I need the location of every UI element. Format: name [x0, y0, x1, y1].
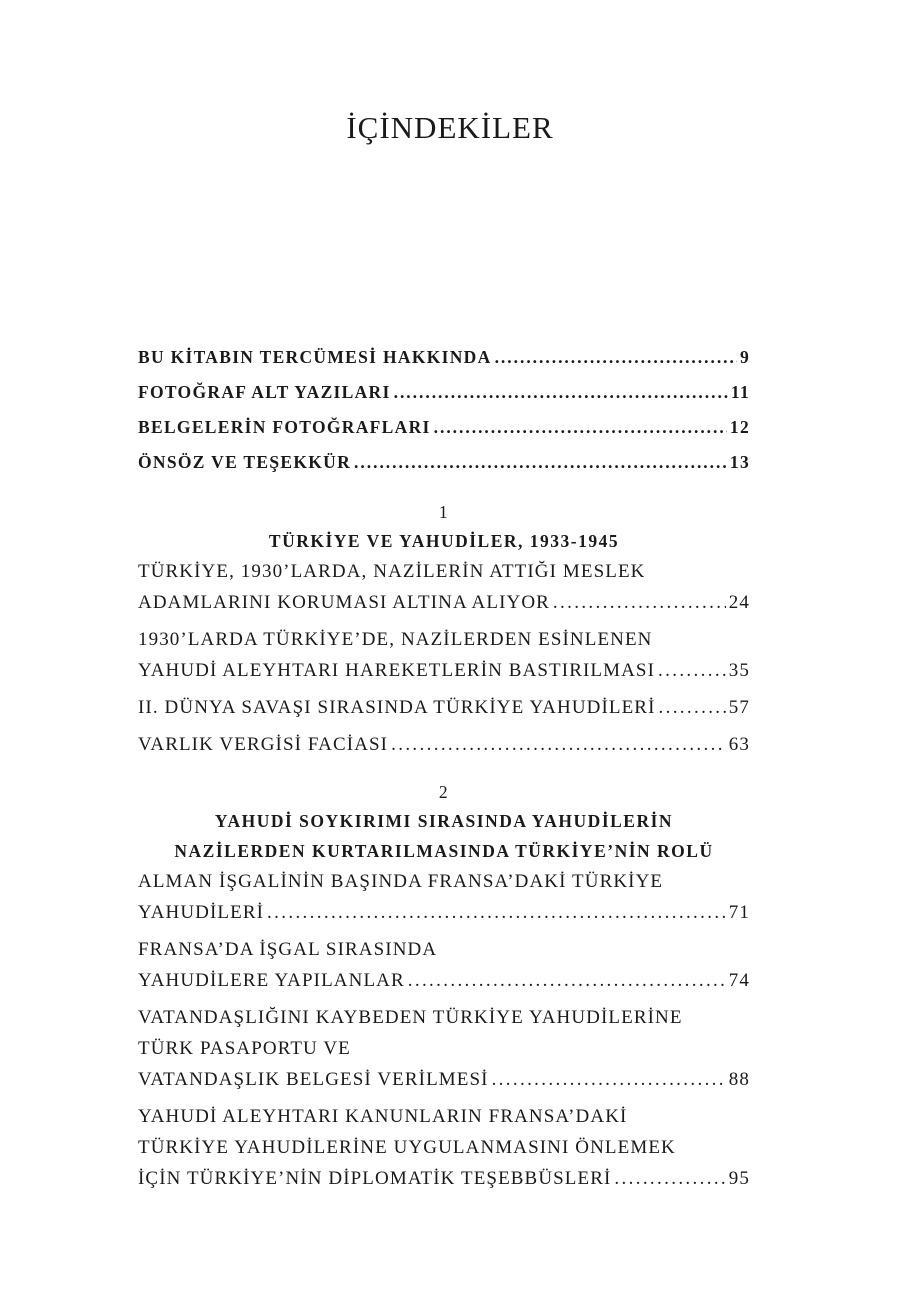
toc-entry[interactable]: [138, 340, 750, 375]
toc-entry-title-line: YAHUDİ ALEYHTARI KANUNLARIN FRANSA’DAKİ: [138, 1106, 628, 1127]
toc-entry[interactable]: [138, 692, 750, 723]
toc-entry-title-line: TÜRK PASAPORTU VE: [138, 1038, 351, 1059]
toc-entry-page-number: 57: [728, 697, 750, 718]
dot-leader: [659, 692, 726, 723]
toc-entry-title: VARLIK VERGİSİ FACİASI: [138, 734, 389, 755]
toc-entry-page-number: 63: [728, 734, 750, 755]
dot-leader: [394, 375, 728, 410]
dot-leader: [492, 1064, 726, 1095]
toc-entry-last-line: [138, 897, 750, 928]
dot-leader: [408, 965, 726, 996]
toc-entry-last-line: [138, 445, 750, 480]
toc-entry-page-number: 71: [728, 902, 750, 923]
toc-entry-title-line: VATANDAŞLIĞINI KAYBEDEN TÜRKİYE YAHUDİLERİNE: [138, 1007, 683, 1028]
toc-entry-title: İÇİN TÜRKİYE’NİN DİPLOMATİK TEŞEBBÜSLERİ: [138, 1168, 612, 1189]
toc-entry[interactable]: [138, 445, 750, 480]
toc-entry-last-line: [138, 655, 750, 686]
dot-leader: [391, 729, 726, 760]
toc-entry[interactable]: [138, 866, 750, 928]
parts-list: [138, 498, 750, 1194]
toc-entry-last-line: [138, 965, 750, 996]
toc-entry-page-number: 12: [729, 417, 750, 437]
toc-entry-last-line: [138, 1064, 750, 1095]
toc-entry-page-number: 24: [728, 592, 750, 613]
toc-entry[interactable]: [138, 624, 750, 686]
toc-entry[interactable]: [138, 375, 750, 410]
toc-entry-title-line: TÜRKİYE, 1930’LARDA, NAZİLERİN ATTIĞI MESLEK: [138, 561, 646, 582]
dot-leader: [614, 1163, 725, 1194]
toc-entry[interactable]: [138, 556, 750, 618]
toc-entry-last-line: [138, 340, 750, 375]
toc-entry-page-number: 13: [729, 452, 750, 472]
part-title: YAHUDİ SOYKIRIMI SIRASINDA YAHUDİLERİN: [214, 811, 674, 831]
toc-entry-title-line: 1930’LARDA TÜRKİYE’DE, NAZİLERDEN ESİNLENEN: [138, 629, 653, 650]
part-heading: [138, 498, 750, 556]
toc-entry[interactable]: [138, 729, 750, 760]
toc-entry-page-number: 11: [730, 382, 750, 402]
part-section: [138, 778, 750, 1194]
toc-entry-last-line: [138, 729, 750, 760]
toc-entry-title: VATANDAŞLIK BELGESİ VERİLMESİ: [138, 1069, 489, 1090]
toc-entry-last-line: [138, 587, 750, 618]
toc-entry-title: YAHUDİLERİ: [138, 902, 265, 923]
toc-entry-last-line: [138, 1163, 750, 1194]
toc-entry-page-number: 88: [728, 1069, 750, 1090]
part-title: NAZİLERDEN KURTARILMASINDA TÜRKİYE’NİN ROLÜ: [174, 841, 714, 861]
toc-entry-title-line: FRANSA’DA İŞGAL SIRASINDA: [138, 939, 438, 960]
part-heading: [138, 778, 750, 866]
toc-entry[interactable]: [138, 1101, 750, 1194]
toc-entry-title: II. DÜNYA SAVAŞI SIRASINDA TÜRKİYE YAHUDİLERİ: [138, 697, 656, 718]
toc-entry-title: BU KİTABIN TERCÜMESİ HAKKINDA: [138, 347, 492, 367]
toc-entry[interactable]: [138, 1002, 750, 1095]
toc-entry-page-number: 9: [739, 347, 750, 367]
toc-entry-title: ADAMLARINI KORUMASI ALTINA ALIYOR: [138, 592, 550, 613]
toc-entry[interactable]: [138, 934, 750, 996]
toc-entry-title: YAHUDİLERE YAPILANLAR: [138, 970, 405, 991]
toc-entry-title: YAHUDİ ALEYHTARI HAREKETLERİN BASTIRILMASI: [138, 660, 656, 681]
dot-leader: [267, 897, 726, 928]
toc-entry-title-line: TÜRKİYE YAHUDİLERİNE UYGULANMASINI ÖNLEMEK: [138, 1137, 676, 1158]
toc-entry-last-line: [138, 375, 750, 410]
dot-leader: [354, 445, 727, 480]
toc-entry-last-line: [138, 410, 750, 445]
dot-leader: [434, 410, 727, 445]
toc-entry-page-number: 95: [728, 1168, 750, 1189]
dot-leader: [553, 587, 726, 618]
dot-leader: [658, 655, 726, 686]
toc-entry-page-number: 74: [728, 970, 750, 991]
toc-entry-title-line: ALMAN İŞGALİNİN BAŞINDA FRANSA’DAKİ TÜRKİYE: [138, 871, 664, 892]
toc-entry[interactable]: [138, 410, 750, 445]
toc-entry-last-line: [138, 692, 750, 723]
part-number: 1: [438, 502, 450, 522]
toc-entry-title: ÖNSÖZ VE TEŞEKKÜR: [138, 452, 352, 472]
page-title: İÇİNDEKİLER: [346, 110, 554, 145]
part-number: 2: [438, 782, 450, 802]
toc-entry-page-number: 35: [728, 660, 750, 681]
part-section: [138, 498, 750, 760]
dot-leader: [495, 340, 737, 375]
toc-entry-title: FOTOĞRAF ALT YAZILARI: [138, 382, 391, 402]
table-of-contents: [138, 340, 750, 1200]
part-title: TÜRKİYE VE YAHUDİLER, 1933-1945: [268, 531, 620, 551]
toc-entry-title: BELGELERİN FOTOĞRAFLARI: [138, 417, 431, 437]
front-matter-list: [138, 340, 750, 480]
